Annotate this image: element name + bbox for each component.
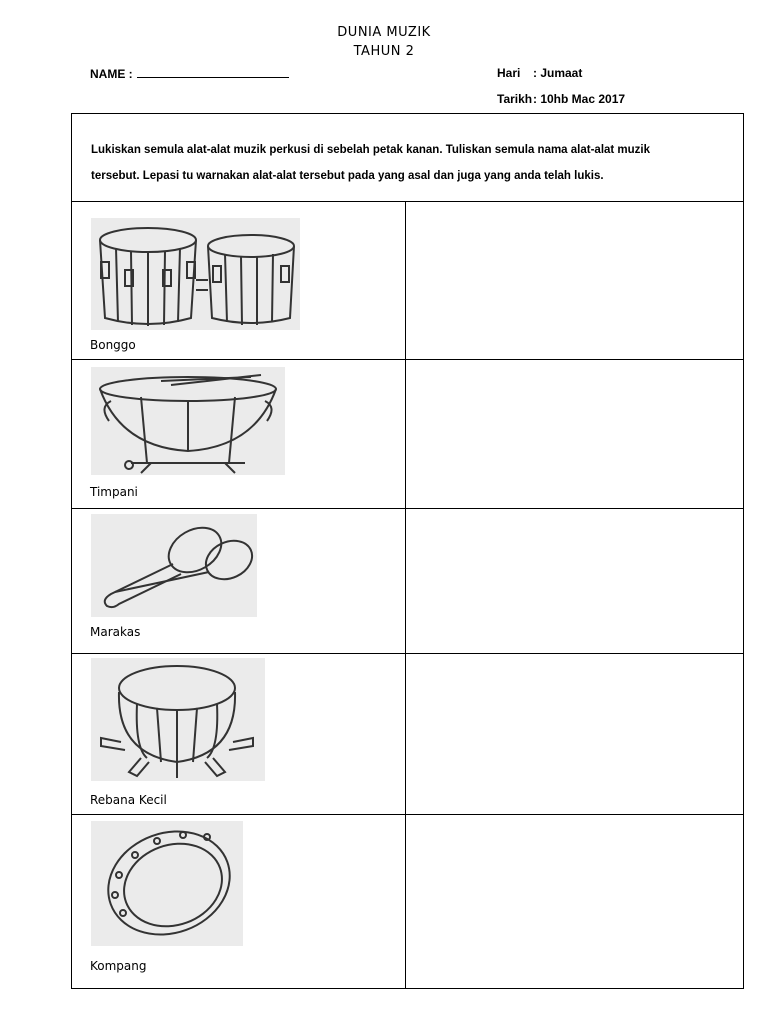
day-field: [497, 66, 582, 80]
maracas-icon: [91, 514, 257, 617]
date-field: [497, 92, 625, 106]
date-label: Tarikh: [497, 92, 533, 106]
instrument-label: Kompang: [90, 959, 147, 973]
instrument-label: Timpani: [90, 485, 138, 499]
rebana-icon: [91, 658, 265, 781]
name-label: NAME :: [90, 67, 133, 81]
instrument-row-bonggo: [72, 202, 743, 360]
day-value: : Jumaat: [533, 66, 583, 80]
worksheet-table: [71, 113, 744, 989]
worksheet-title: DUNIA MUZIK: [337, 25, 431, 40]
name-blank-line[interactable]: [137, 66, 289, 78]
name-field[interactable]: [90, 66, 289, 81]
day-label: Hari: [497, 66, 521, 80]
timpani-icon: [91, 367, 285, 475]
instruction-line-2: tersebut. Lepasi tu warnakan alat-alat tersebut pada yang asal dan juga yang anda telah lukis.: [91, 170, 604, 182]
instrument-label: Bonggo: [90, 338, 136, 352]
date-value: : 10hb Mac 2017: [533, 92, 626, 106]
instrument-row-rebana: [72, 654, 743, 815]
instruction-line-1: Lukiskan semula alat-alat muzik perkusi di sebelah petak kanan. Tuliskan semula nama alat-alat muzik: [91, 144, 651, 156]
instrument-row-marakas: [72, 509, 743, 654]
instrument-row-timpani: [72, 360, 743, 509]
kompang-icon: [91, 821, 243, 946]
instrument-label: Rebana Kecil: [90, 793, 167, 807]
worksheet-subtitle: TAHUN 2: [353, 44, 415, 59]
instruction-box: [72, 114, 743, 202]
instrument-label: Marakas: [90, 625, 141, 639]
bongo-drums-icon: [91, 218, 300, 330]
instrument-row-kompang: [72, 815, 743, 988]
